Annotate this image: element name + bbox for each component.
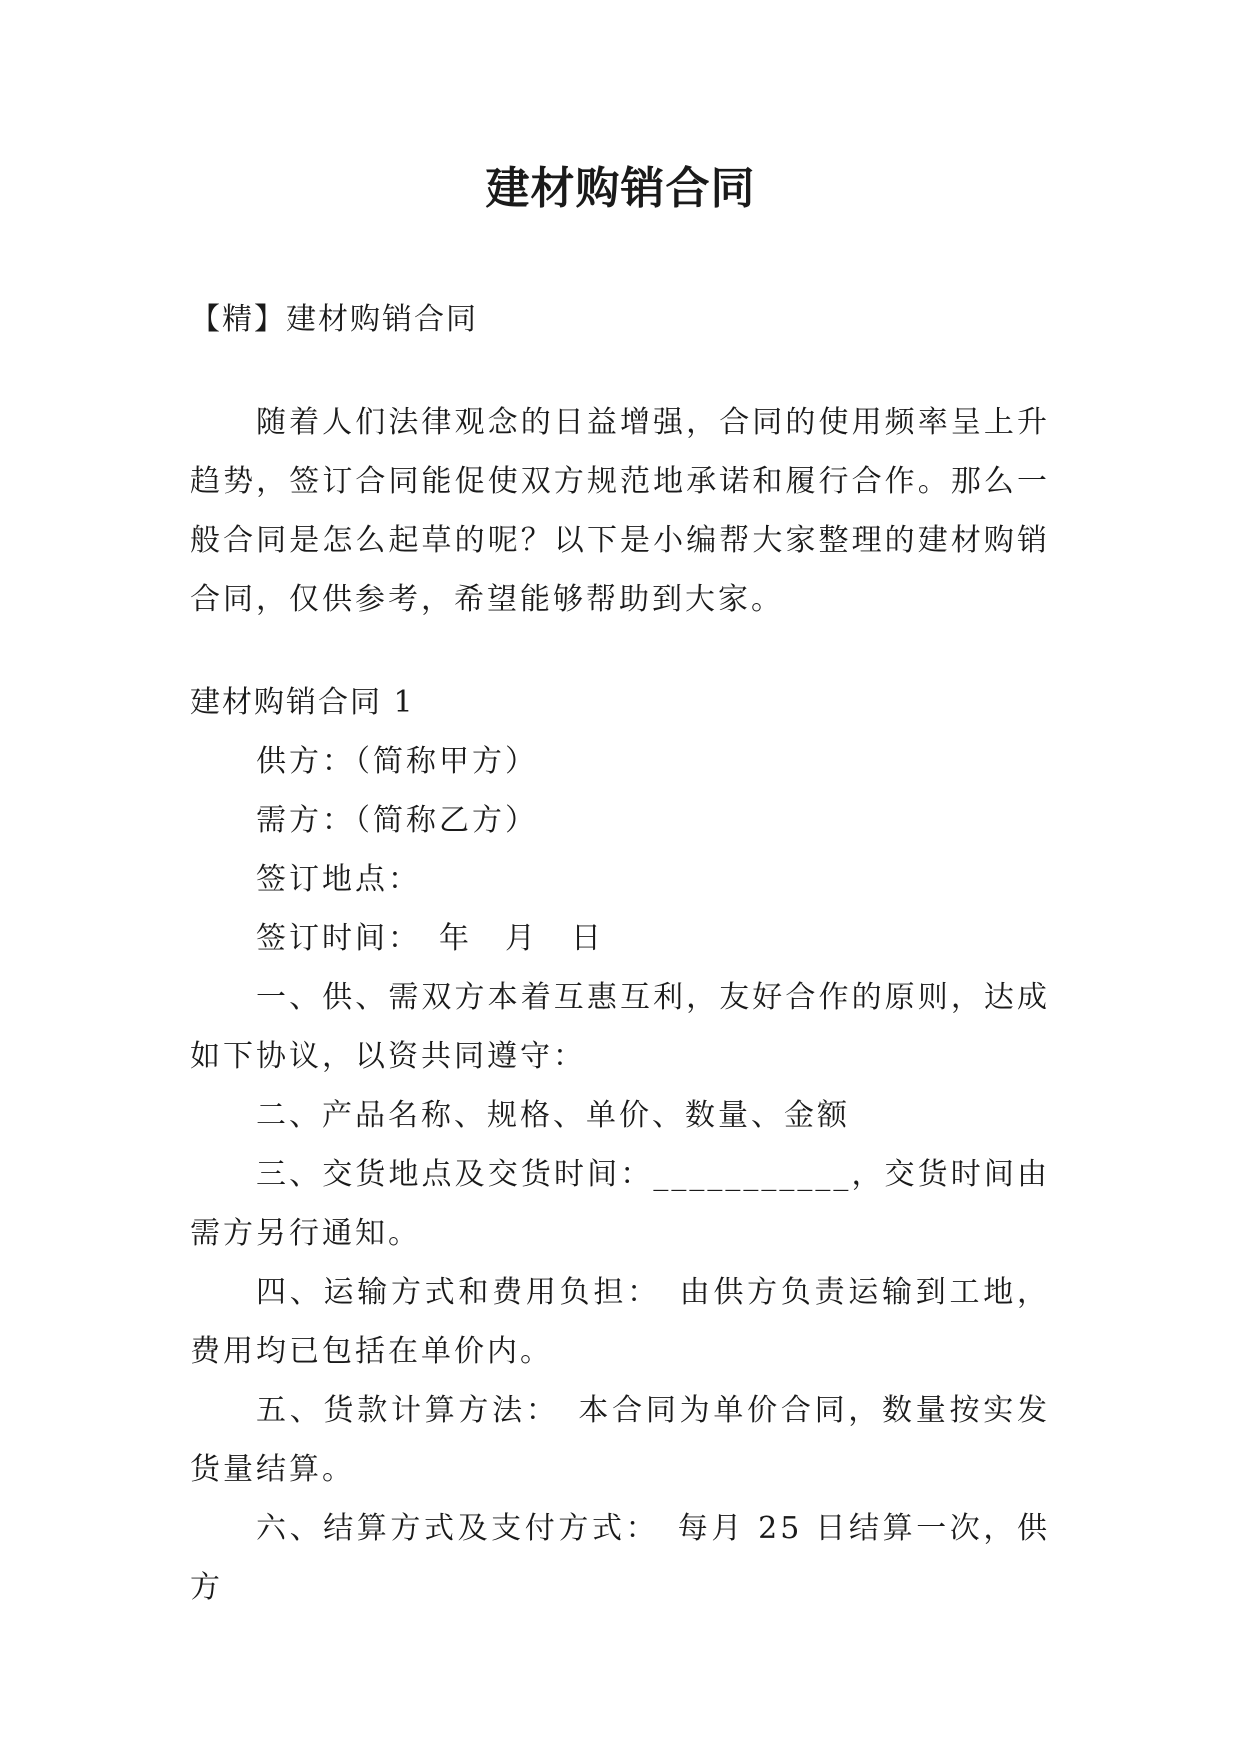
clause-signing-place: 签订地点： [256, 862, 421, 897]
document-body [190, 290, 1050, 1617]
clause-1: 一、供、需双方本着互惠互利，友好合作的原则，达成如下协议，以资共同遵守： [190, 980, 1050, 1074]
clause-4: 四、运输方式和费用负担： 由供方负责运输到工地，费用均已包括在单价内。 [190, 1275, 1050, 1369]
section-heading: 建材购销合同 1 [190, 685, 415, 720]
intro-paragraph: 随着人们法律观念的日益增强，合同的使用频率呈上升趋势，签订合同能促使双方规范地承诺和履行合作。那么一般合同是怎么起草的呢？以下是小编帮大家整理的建材购销合同，仅供参考，希望能够帮助到大家。 [190, 405, 1050, 617]
clause-signing-date: 签订时间： 年 月 日 [256, 921, 604, 956]
document-subtitle: 【精】建材购销合同 [190, 302, 478, 337]
clause-6: 六、结算方式及支付方式： 每月 25 日结算一次，供方 [190, 1511, 1050, 1605]
clause-5: 五、货款计算方法： 本合同为单价合同，数量按实发货量结算。 [190, 1393, 1050, 1487]
clause-2: 二、产品名称、规格、单价、数量、金额 [256, 1098, 850, 1133]
clause-3: 三、交货地点及交货时间：___________，交货时间由需方另行通知。 [190, 1157, 1050, 1251]
clause-buyer: 需方：（简称乙方） [256, 803, 538, 838]
clause-supplier: 供方：（简称甲方） [256, 744, 538, 779]
document-title: 建材购销合同 [485, 163, 756, 214]
